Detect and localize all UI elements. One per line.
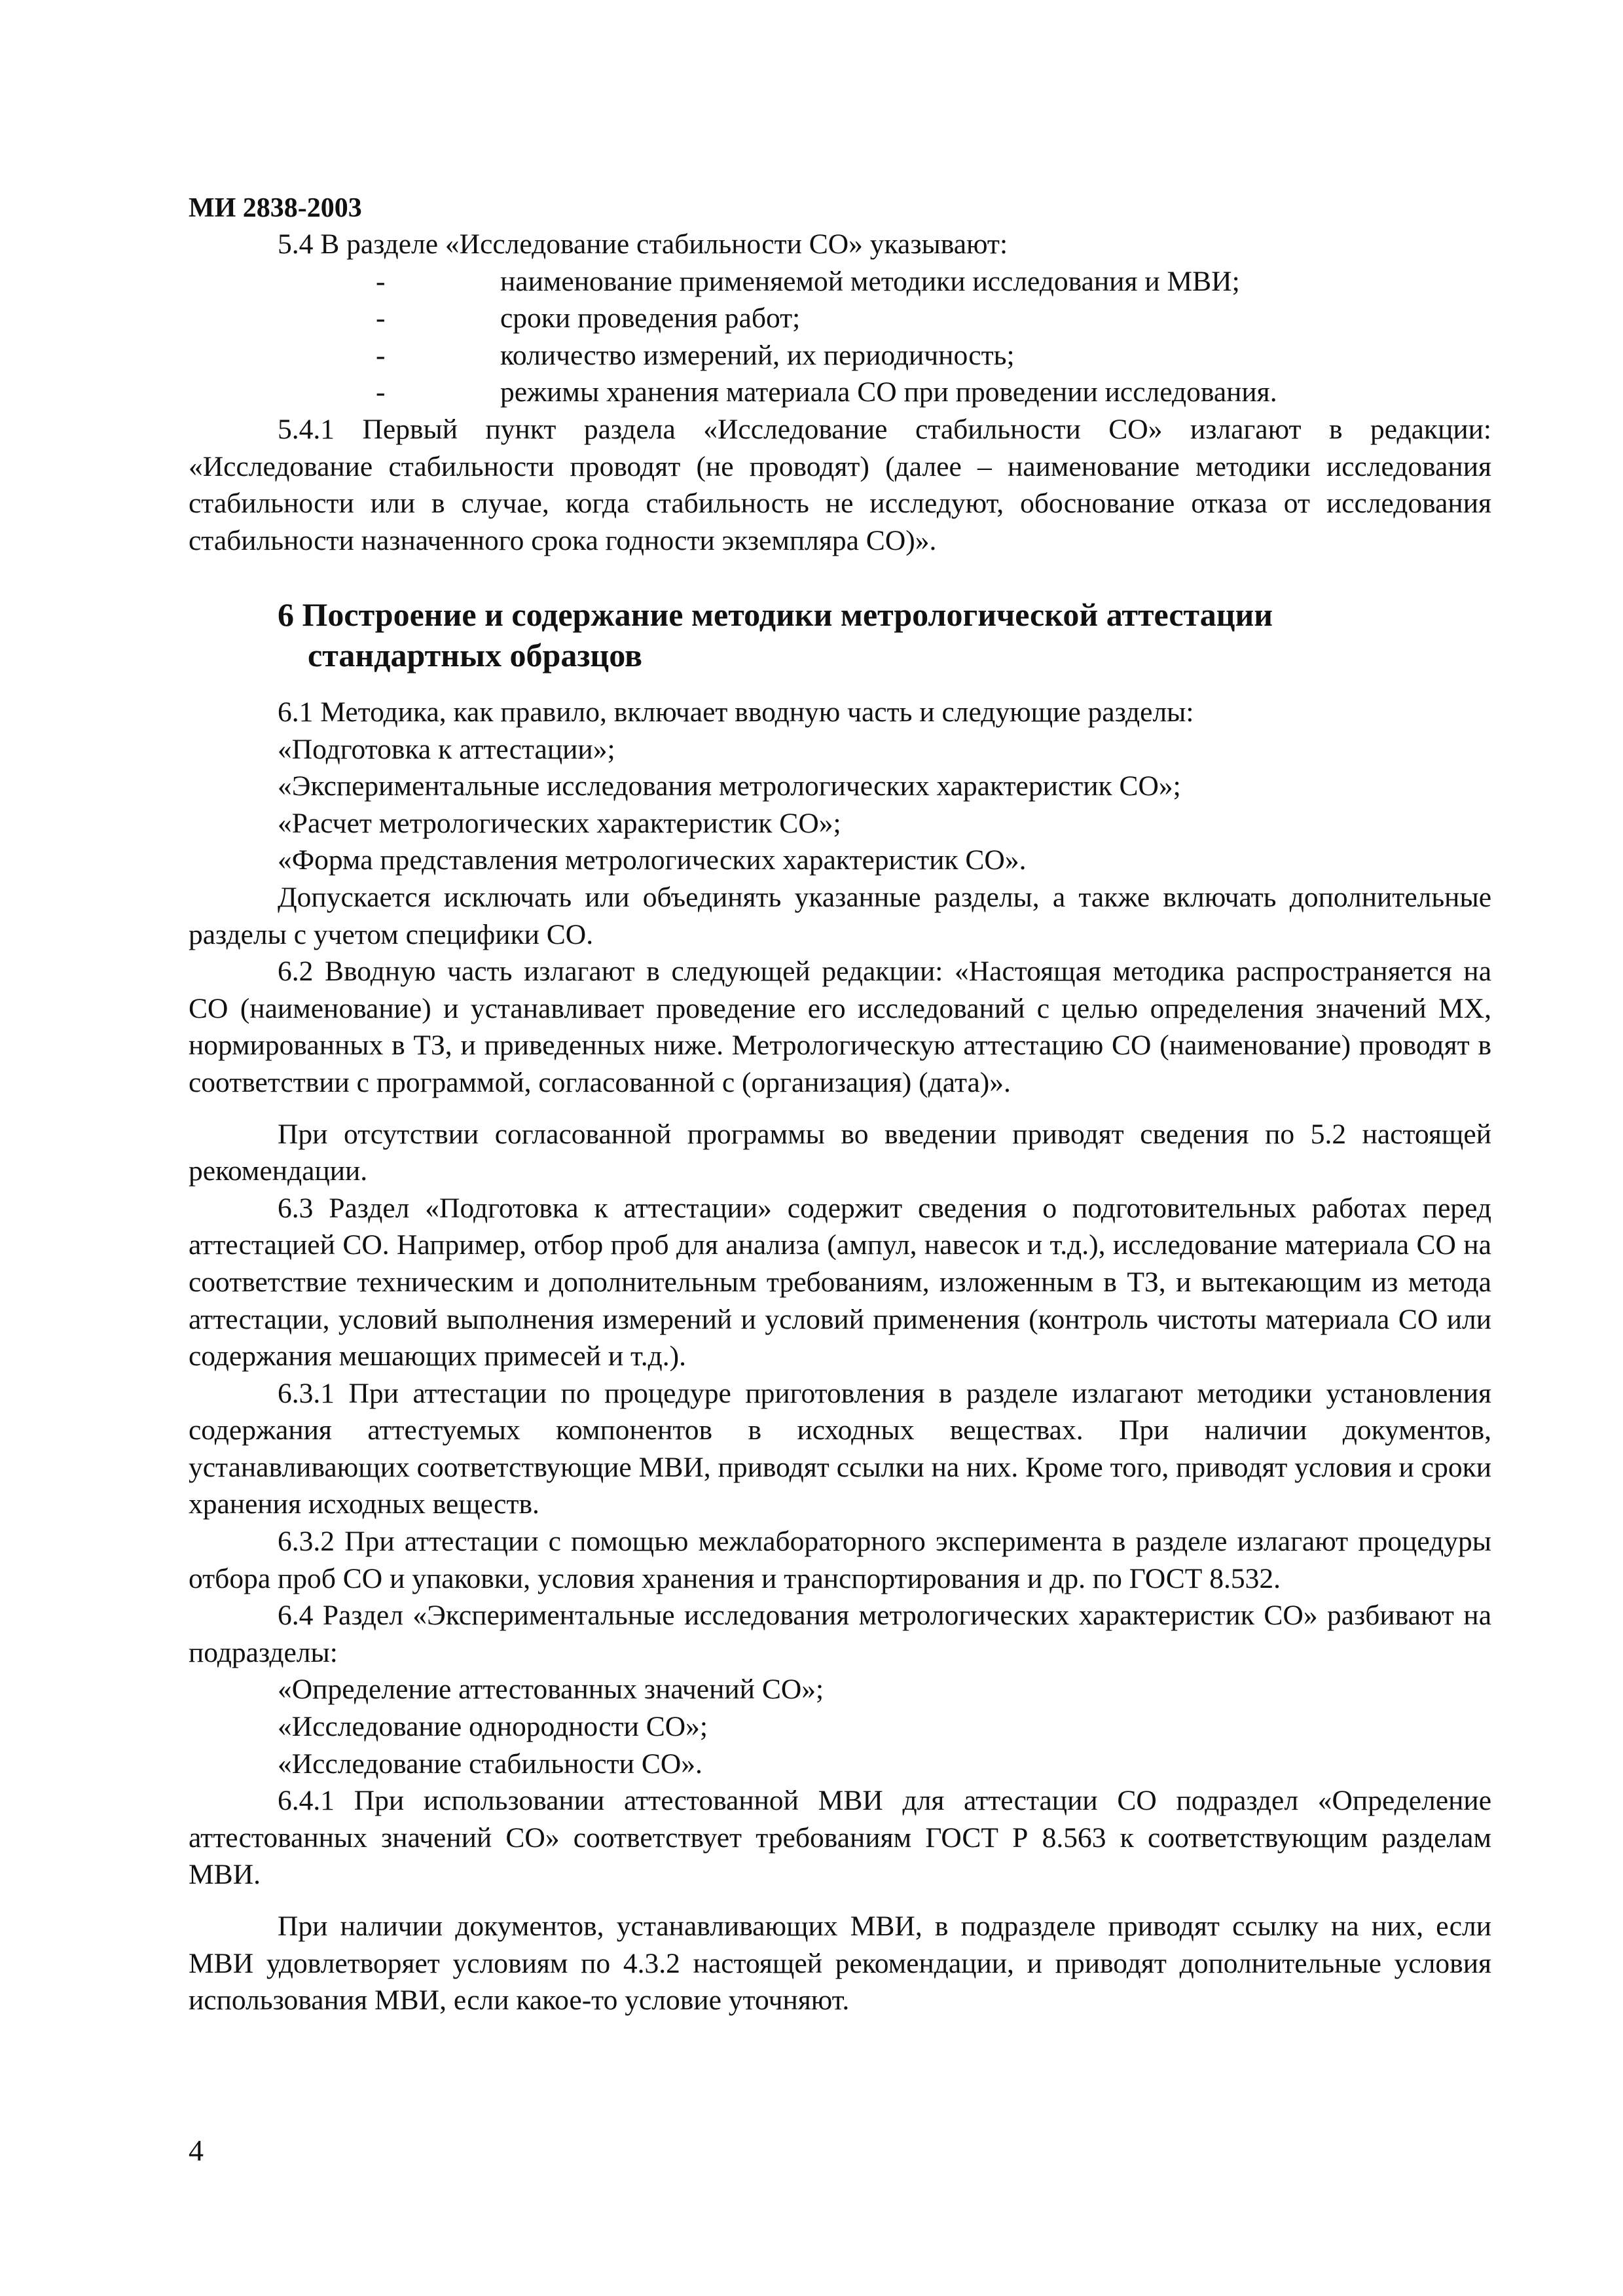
list-item-text: режимы хранения материала СО при проведении исследования. bbox=[500, 376, 1277, 408]
paragraph-6-3-1: 6.3.1 При аттестации по процедуре приготовления в разделе излагают методики установления содержания аттестуемых компонентов в исходных веществах. При наличии документов, устанавливающих соответствующие МВИ, приводят ссылки на них. Кроме того, приводят условия и сроки хранения исходных веществ. bbox=[189, 1377, 1491, 1520]
paragraph-6-1: 6.1 Методика, как правило, включает вводную часть и следующие разделы: bbox=[278, 696, 1194, 728]
subsection-list-item: «Исследование однородности СО»; bbox=[278, 1711, 708, 1743]
paragraph-6-2: 6.2 Вводную часть излагают в следующей редакции: «Настоящая методика распространяется на СО (наименование) и устанавливает проведение его исследований с целью определения значений МХ, нормированных в ТЗ, и приведенных ниже. Метрологическую аттестацию СО (наименование) проводят в соответствии с программой, согласованной с (организация) (дата)». bbox=[189, 956, 1491, 1098]
list-item bbox=[189, 263, 1491, 300]
heading-line-2: стандартных образцов bbox=[308, 637, 642, 673]
section-list-item: «Подготовка к аттестации»; bbox=[278, 733, 615, 765]
section-list-item: «Форма представления метрологических характеристик СО». bbox=[278, 844, 1027, 876]
paragraph-6-2-note: При отсутствии согласованной программы во введении приводят сведения по 5.2 настоящей рекомендации. bbox=[189, 1118, 1491, 1187]
paragraph-6-3: 6.3 Раздел «Подготовка к аттестации» содержит сведения о подготовительных работах перед аттестацией СО. Например, отбор проб для анализа (ампул, навесок и т.д.), исследование материала СО на соответствие техническим и дополнительным требованиям, изложенным в ТЗ, и вытекающим из метода аттестации, условий выполнения измерений и условий применения (контроль чистоты материала СО или содержания мешающих примесей и т.д.). bbox=[189, 1192, 1491, 1372]
paragraph-6-3-2: 6.3.2 При аттестации с помощью межлабораторного эксперимента в разделе излагают процедуры отбора проб СО и упаковки, условия хранения и транспортирования и др. по ГОСТ 8.532. bbox=[189, 1526, 1491, 1594]
paragraph-5-4-1: 5.4.1 Первый пункт раздела «Исследование стабильности СО» излагают в редакции: «Исследование стабильности проводят (не проводят) (далее – наименование методики исследования стабильности или в случае, когда стабильность не исследуют, обоснование отказа от исследования стабильности назначенного срока годности экземпляра СО)». bbox=[189, 413, 1491, 556]
paragraph-6-4-1: 6.4.1 При использовании аттестованной МВИ для аттестации СО подраздел «Определение аттестованных значений СО» соответствует требованиям ГОСТ Р 8.563 к соответствующим разделам МВИ. bbox=[189, 1785, 1491, 1891]
list-item-text: наименование применяемой методики исследования и МВИ; bbox=[500, 265, 1240, 297]
section-list-item: «Экспериментальные исследования метрологических характеристик СО»; bbox=[278, 770, 1181, 802]
section-6-body bbox=[189, 694, 1491, 2019]
paragraph-6-4: 6.4 Раздел «Экспериментальные исследования метрологических характеристик СО» разбивают на подразделы: bbox=[189, 1600, 1491, 1668]
list-item bbox=[189, 300, 1491, 337]
paragraph-6-1-note: Допускается исключать или объединять указанные разделы, а также включать дополнительные разделы с учетом специфики СО. bbox=[189, 881, 1491, 950]
section-list-item: «Расчет метрологических характеристик СО»; bbox=[278, 807, 841, 839]
page-number: 4 bbox=[189, 2134, 204, 2167]
paragraph-6-4-1-note: При наличии документов, устанавливающих МВИ, в подразделе приводят ссылку на них, если МВИ удовлетворяет условиям по 4.3.2 настоящей рекомендации, и приводят дополнительные условия использования МВИ, если какое-то условие уточняют. bbox=[189, 1910, 1491, 2017]
list-item bbox=[189, 374, 1491, 411]
section-6-heading bbox=[278, 594, 1495, 675]
document-code: МИ 2838-2003 bbox=[189, 193, 362, 223]
list-item-text: количество измерений, их периодичность; bbox=[500, 339, 1015, 371]
heading-line-1: 6 Построение и содержание методики метрологической аттестации bbox=[278, 596, 1273, 633]
list-item bbox=[189, 337, 1491, 374]
subsection-list-item: «Определение аттестованных значений СО»; bbox=[278, 1674, 824, 1706]
list-item-text: сроки проведения работ; bbox=[500, 302, 801, 334]
subsection-list-item: «Исследование стабильности СО». bbox=[278, 1748, 702, 1780]
section-5-4 bbox=[189, 226, 1491, 559]
paragraph-5-4: 5.4 В разделе «Исследование стабильности СО» указывают: bbox=[278, 228, 1008, 260]
